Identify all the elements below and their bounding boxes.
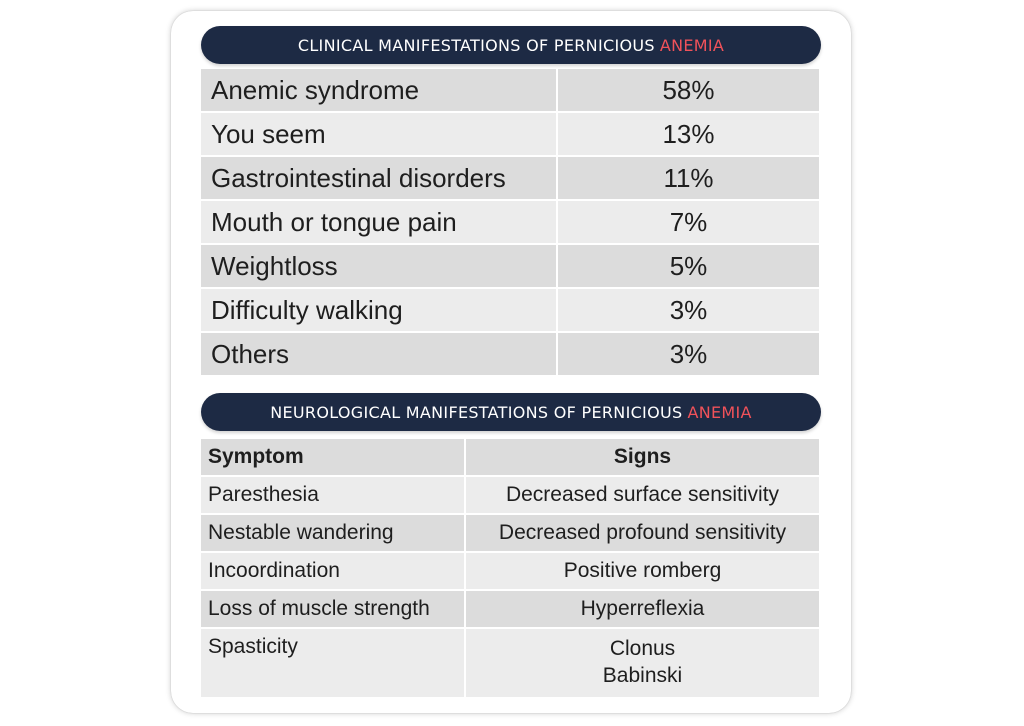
table-row <box>201 244 819 288</box>
table-row <box>201 69 819 112</box>
table-row <box>201 476 819 514</box>
table-row <box>201 514 819 552</box>
manifestation-label: Anemic syndrome <box>201 69 557 112</box>
signs-cell <box>465 514 819 552</box>
manifestation-percent: 3% <box>557 332 819 376</box>
symptom-cell: Loss of muscle strength <box>201 590 465 628</box>
sign-text: Babinski <box>602 664 683 687</box>
signs-cell <box>465 552 819 590</box>
neurological-manifestations-table <box>201 439 819 699</box>
manifestation-label: Difficulty walking <box>201 288 557 332</box>
symptom-cell: Paresthesia <box>201 476 465 514</box>
table-row <box>201 156 819 200</box>
sign-text: Positive romberg <box>563 559 722 582</box>
table-row <box>201 112 819 156</box>
clinical-manifestations-table <box>201 69 819 377</box>
clinical-title-accent: ANEMIA <box>659 35 725 55</box>
symptom-cell: Spasticity <box>201 628 465 698</box>
manifestation-label: You seem <box>201 112 557 156</box>
manifestation-percent: 3% <box>557 288 819 332</box>
neuro-title-accent: ANEMIA <box>687 402 752 422</box>
symptom-cell: Nestable wandering <box>201 514 465 552</box>
table-row <box>201 552 819 590</box>
manifestation-label: Gastrointestinal disorders <box>201 156 557 200</box>
signs-cell <box>465 476 819 514</box>
table-row <box>201 200 819 244</box>
table-row <box>201 332 819 376</box>
table-row <box>201 628 819 698</box>
sign-text: Clonus <box>609 637 676 660</box>
manifestation-percent: 13% <box>557 112 819 156</box>
manifestation-percent: 7% <box>557 200 819 244</box>
sign-text: Hyperreflexia <box>580 597 705 620</box>
signs-cell <box>465 628 819 698</box>
manifestation-percent: 5% <box>557 244 819 288</box>
clinical-title-text: CLINICAL MANIFESTATIONS OF PERNICIOUS <box>297 35 655 55</box>
column-header-signs: Signs <box>465 439 819 476</box>
table-row <box>201 288 819 332</box>
neuro-title-text: NEUROLOGICAL MANIFESTATIONS OF PERNICIOUS <box>270 402 683 422</box>
manifestation-label: Weightloss <box>201 244 557 288</box>
manifestation-label: Others <box>201 332 557 376</box>
column-header-symptom: Symptom <box>201 439 465 476</box>
table-header-row <box>201 439 819 476</box>
sign-text: Decreased surface sensitivity <box>505 483 780 506</box>
table-row <box>201 590 819 628</box>
manifestation-percent: 11% <box>557 156 819 200</box>
neuro-title-banner <box>201 393 821 431</box>
manifestation-percent: 58% <box>557 69 819 112</box>
clinical-title-banner <box>201 26 821 64</box>
symptom-cell: Incoordination <box>201 552 465 590</box>
sign-text: Decreased profound sensitivity <box>498 521 787 544</box>
signs-cell <box>465 590 819 628</box>
manifestation-label: Mouth or tongue pain <box>201 200 557 244</box>
